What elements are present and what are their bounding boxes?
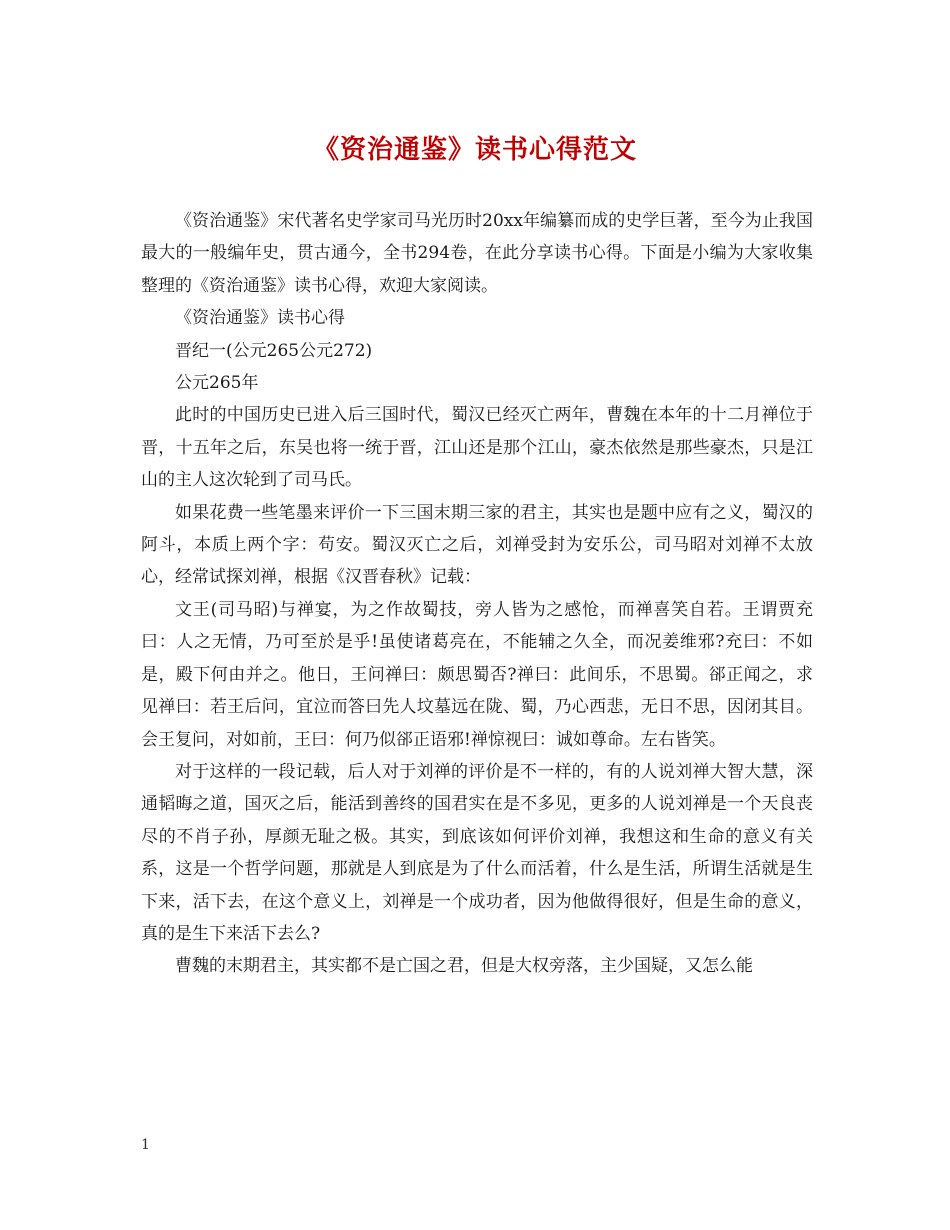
paragraph-year: 公元265年	[175, 373, 259, 394]
paragraph-chapter: 晋纪一(公元265公元272)	[175, 340, 373, 361]
paragraph-quote: 文王(司马昭)与禅宴，为之作故蜀技，旁人皆为之感怆，而禅喜笑自若。王谓贾充曰：人之无情，乃可至於是乎!虽使诸葛亮在，不能辅之久全，而况姜维邪?充曰：不如是，殿下何由并之。他日，王问禅曰：颇思蜀否?禅曰：此间乐，不思蜀。郤正闻之，求见禅曰：若王后问，宜泣而答曰先人坟墓远在陇、蜀，乃心西悲，无日不思，因闭其目。会王复问，对如前，王曰：何乃似郤正语邪!禅惊视曰：诚如尊命。左右皆笑。	[141, 599, 813, 750]
paragraph-commentary: 对于这样的一段记载，后人对于刘禅的评价是不一样的，有的人说刘禅大智大慧，深通韬晦之道，国灭之后，能活到善终的国君实在是不多见，更多的人说刘禅是一个天良丧尽的不肖子孙，厚颜无耻之极。其实，到底该如何评价刘禅，我想这和生命的意义有关系，这是一个哲学问题，那就是人到底是为了什么而活着，什么是生活，所谓生活就是生下来，活下去，在这个意义上，刘禅是一个成功者，因为他做得很好，但是生命的意义，真的是生下来活下去么?	[141, 761, 813, 944]
document-title: 《资治通鉴》读书心得范文	[312, 135, 637, 165]
paragraph-evaluation: 如果花费一些笔墨来评价一下三国末期三家的君主，其实也是题中应有之义，蜀汉的阿斗，本质上两个字：苟安。蜀汉灭亡之后，刘禅受封为安乐公，司马昭对刘禅不太放心，经常试探刘禅，根据《汉晋春秋》记载：	[141, 502, 813, 588]
paragraph-subtitle: 《资治通鉴》读书心得	[175, 308, 345, 329]
document-body	[141, 205, 813, 983]
page-number: 1	[141, 1137, 150, 1153]
paragraph-intro: 《资治通鉴》宋代著名史学家司马光历时20xx年编纂而成的史学巨著，至今为止我国最大的一般编年史，贯古通今，全书294卷，在此分享读书心得。下面是小编为大家收集整理的《资治通鉴》读书心得，欢迎大家阅读。	[141, 211, 813, 296]
paragraph-history: 此时的中国历史已进入后三国时代，蜀汉已经灭亡两年，曹魏在本年的十二月禅位于晋，十五年之后，东吴也将一统于晋，江山还是那个江山，豪杰依然是那些豪杰，只是江山的主人这次轮到了司马氏。	[141, 405, 813, 491]
paragraph-caowei: 曹魏的末期君主，其实都不是亡国之君，但是大权旁落，主少国疑，又怎么能	[175, 956, 753, 977]
